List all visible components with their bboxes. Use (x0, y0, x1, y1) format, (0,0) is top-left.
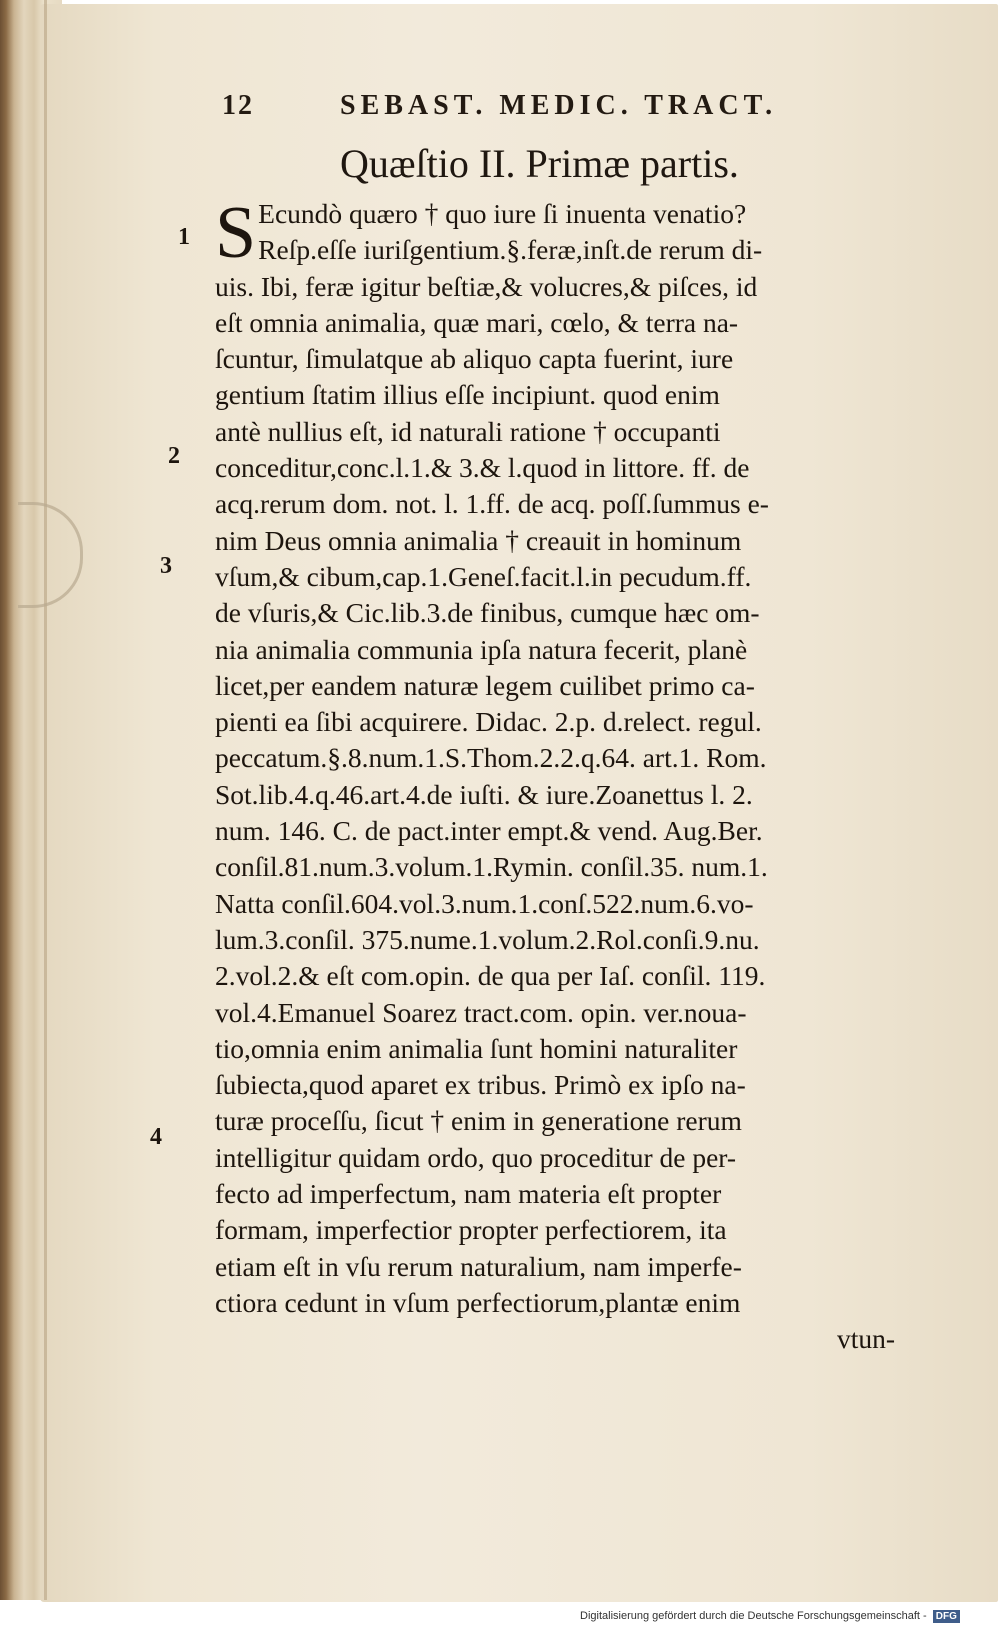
text-line: acq.rerum dom. not. l. 1.ff. de acq. poſſ.ſummus e- (215, 488, 769, 520)
text-line: conceditur,conc.l.1.& 3.& l.quod in littore. ff. de (215, 452, 750, 484)
text-line: tio,omnia enim animalia ſunt homini naturaliter (215, 1032, 738, 1064)
text-line: fecto ad imperfectum, nam materia eſt propter (215, 1178, 722, 1210)
text-line: gentium ſtatim illius eſſe incipiunt. quod enim (215, 379, 720, 411)
text-line: formam, imperfectior propter perfectiorem, ita (215, 1214, 727, 1246)
text-line: uis. Ibi, feræ igitur beſtiæ,& volucres,& piſces, id (215, 270, 758, 302)
text-line: conſil.81.num.3.volum.1.Rymin. conſil.35. num.1. (215, 851, 768, 883)
section-title: Quæſtio II. Primæ partis. (340, 141, 739, 186)
text-line: peccatum.§.8.num.1.S.Thom.2.2.q.64. art.1. Rom. (215, 742, 767, 774)
catchword: vtun- (836, 1323, 895, 1355)
margin-number-2: 2 (168, 443, 180, 469)
margin-number-4: 4 (150, 1124, 162, 1150)
page-number: 12 (222, 90, 254, 121)
drop-cap: S (215, 192, 257, 274)
text-line: Reſp.eſſe iuriſgentium.§.feræ,inſt.de rerum di- (258, 234, 763, 266)
body-text (215, 192, 895, 1358)
page-header (222, 90, 822, 130)
text-line: etiam eſt in vſu rerum naturalium, nam imperfe- (215, 1250, 742, 1282)
text-line: licet,per eandem naturæ legem cuilibet primo ca- (215, 669, 755, 701)
text-line: Sot.lib.4.q.46.art.4.de iuſti. & iure.Zoanettus l. 2. (215, 778, 753, 810)
text-line: ſcuntur, ſimulatque ab aliquo capta fuerint, iure (215, 343, 734, 375)
text-line: vſum,& cibum,cap.1.Geneſ.facit.l.in pecudum.ff. (215, 560, 752, 592)
text-line: pienti ea ſibi acquirere. Didac. 2.p. d.relect. regul. (215, 706, 762, 738)
text-line: vol.4.Emanuel Soarez tract.com. opin. ver.noua- (215, 996, 747, 1028)
text-line: Ecundò quæro † quo iure ſi inuenta venatio? (258, 198, 747, 229)
text-line: eſt omnia animalia, quæ mari, cœlo, & terra na- (215, 306, 739, 338)
margin-number-3: 3 (160, 553, 172, 579)
text-line: de vſuris,& Cic.lib.3.de finibus, cumque hæc om- (215, 597, 760, 629)
text-line: intelligitur quidam ordo, quo proceditur de per- (215, 1141, 737, 1173)
text-line: antè nullius eſt, id naturali ratione † occupanti (215, 415, 721, 447)
dfg-logo-icon: DFG (933, 1610, 960, 1623)
text-line: ctiora cedunt in vſum perfectiorum,plantæ enim (215, 1286, 741, 1318)
margin-number-1: 1 (178, 224, 190, 250)
footer-text: Digitalisierung gefördert durch die Deutsche Forschungsgemeinschaft - (580, 1610, 927, 1622)
digitization-footer (580, 1610, 1000, 1632)
text-line: ſubiecta,quod aparet ex tribus. Primò ex ipſo na- (215, 1069, 746, 1101)
text-line: num. 146. C. de pact.inter empt.& vend. Aug.Ber. (215, 815, 763, 847)
text-line: 2.vol.2.& eſt com.opin. de qua per Iaſ. conſil. 119. (215, 960, 766, 992)
text-line: nim Deus omnia animalia † creauit in hominum (215, 524, 742, 556)
gutter-shadow (44, 0, 47, 1600)
running-head: SEBAST. MEDIC. TRACT. (340, 90, 778, 121)
text-line: turæ proceſſu, ſicut † enim in generatione rerum (215, 1105, 742, 1137)
text-line: nia animalia communia ipſa natura fecerit, planè (215, 633, 748, 665)
text-line: lum.3.conſil. 375.nume.1.volum.2.Rol.conſi.9.nu. (215, 923, 760, 955)
text-line: Natta conſil.604.vol.3.num.1.conſ.522.num.6.vo- (215, 887, 754, 919)
